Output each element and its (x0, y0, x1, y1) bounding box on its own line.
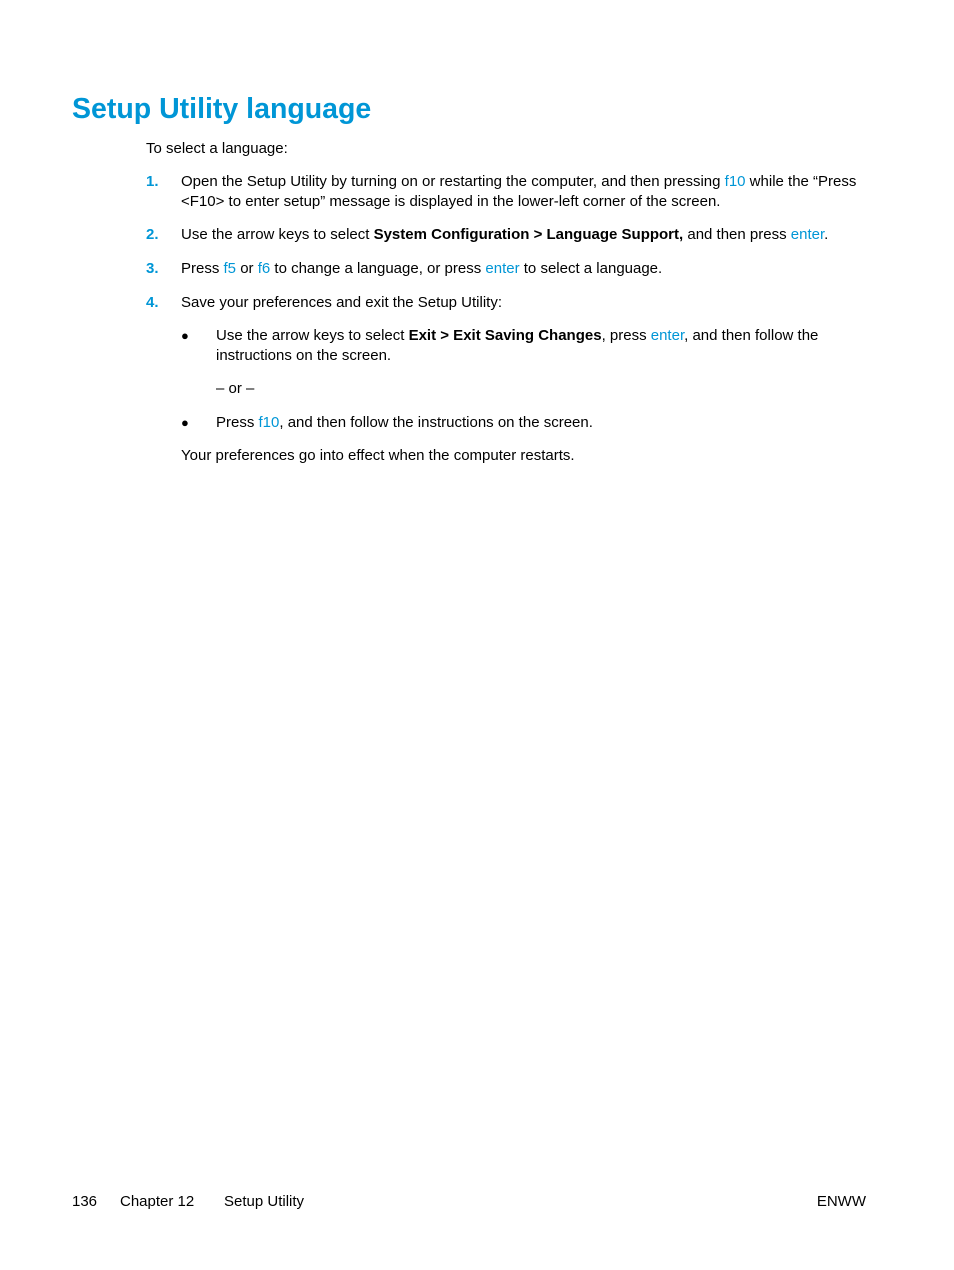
bullet-item-2 (181, 413, 881, 433)
or-separator: – or – (216, 380, 255, 397)
key-f5: f5 (223, 260, 237, 277)
step-text-part: to change a language, or press (270, 260, 486, 277)
page-number: 136 (72, 1193, 98, 1210)
menu-path: Exit > Exit Saving Changes (408, 327, 602, 344)
intro-text: To select a language: (146, 140, 288, 157)
step-number: 1. (146, 173, 159, 190)
page-title: Setup Utility language (72, 93, 372, 125)
step-4 (146, 293, 876, 313)
bullet-icon: ● (181, 328, 189, 343)
key-f6: f6 (257, 260, 271, 277)
step-3 (146, 259, 876, 279)
step-text-part: to select a language. (519, 260, 663, 277)
bullet-item-1 (181, 326, 881, 365)
step-text-part: . (824, 226, 829, 243)
bullet-icon: ● (181, 415, 189, 430)
step-text-part: Use the arrow keys to select (181, 226, 374, 243)
footer-locale: ENWW (816, 1193, 866, 1210)
step-text-part: and then press (683, 226, 791, 243)
key-f10: f10 (258, 414, 280, 431)
step-number: 4. (146, 294, 159, 311)
step-text (181, 259, 876, 279)
footer-chapter: Chapter 12 (120, 1193, 195, 1210)
step-1 (146, 172, 876, 211)
key-enter: enter (650, 327, 685, 344)
step-number: 3. (146, 260, 159, 277)
step-text-part: Press (181, 260, 224, 277)
step-text-part: or (236, 260, 258, 277)
key-f10: f10 (724, 173, 746, 190)
key-enter: enter (485, 260, 520, 277)
footer-section: Setup Utility (224, 1193, 305, 1210)
key-enter: enter (790, 226, 825, 243)
step-text (181, 172, 876, 211)
page-footer (72, 1192, 866, 1212)
step-text-part: while the “Press <F10> to enter setup” message is displayed in the lower-left corner of the screen. (181, 173, 857, 210)
bullet-text-part: , and then follow the instructions on the screen. (216, 327, 819, 364)
step-number: 2. (146, 226, 159, 243)
step-text-part: Open the Setup Utility by turning on or restarting the computer, and then pressing (181, 173, 725, 190)
bullet-text (216, 413, 881, 433)
bullet-text-part: Press (216, 414, 259, 431)
closing-note: Your preferences go into effect when the computer restarts. (181, 447, 575, 464)
step-text (181, 293, 876, 313)
step-text (181, 225, 876, 245)
bullet-text-part: Use the arrow keys to select (216, 327, 409, 344)
step-text-part: Save your preferences and exit the Setup Utility: (181, 294, 503, 311)
bullet-text-part: , and then follow the instructions on the screen. (279, 414, 593, 431)
bullet-text-part: , press (601, 327, 651, 344)
step-2 (146, 225, 876, 245)
menu-path: System Configuration > Language Support, (373, 226, 684, 243)
bullet-text (216, 326, 881, 365)
